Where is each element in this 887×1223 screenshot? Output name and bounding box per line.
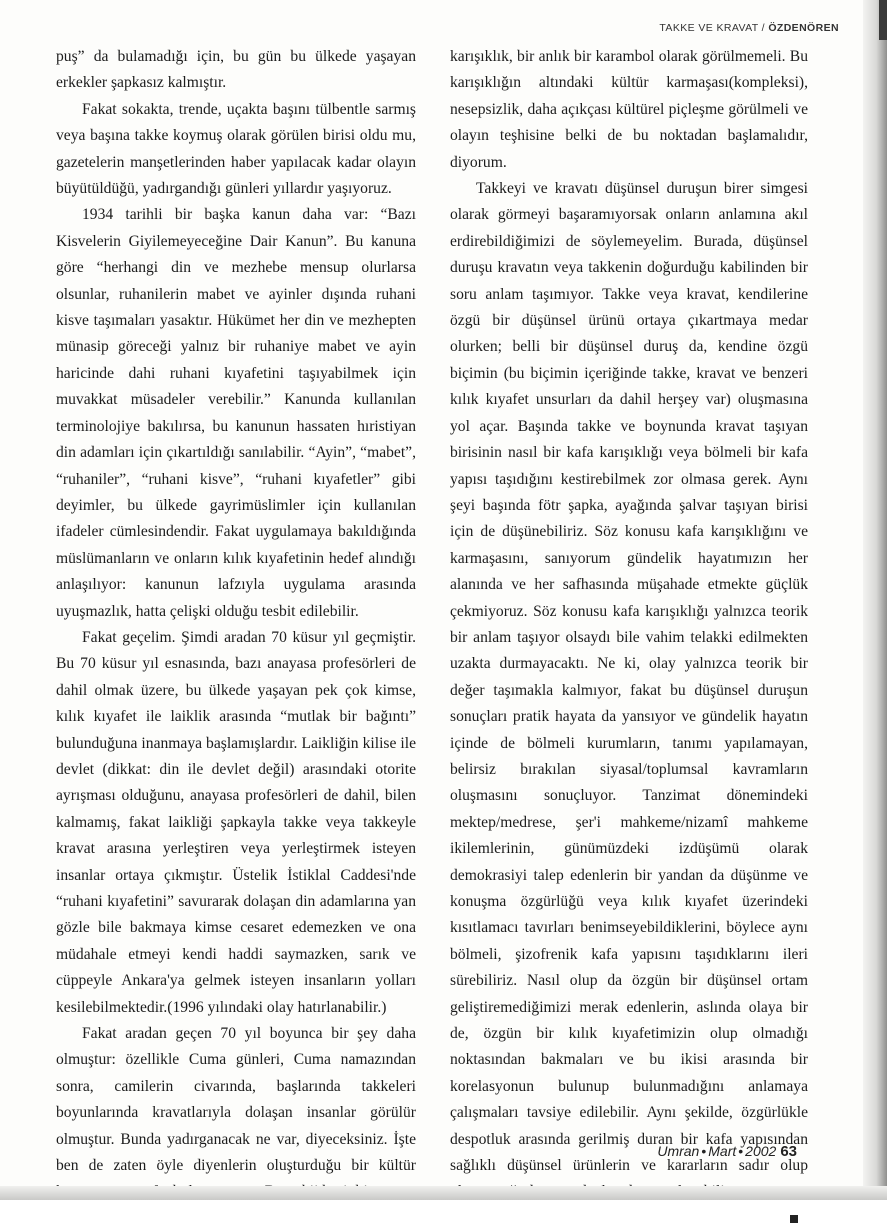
paragraph: 1934 tarihli bir başka kanun daha var: “Bazı Kisvelerin Giyilemeyeceğine Dair Kanun”. Bu kanuna göre “herhangi din ve mezhebe mensup olurlarsa olsunlar, ruhanilerin mabet ve ayinler dışında ruhani kisve taşımaları yasaktır. Hükümet her din ve mezhepten münasip göreceği yalnız bir ruhaniye mabet ve ayin haricinde dahi ruhani kıyafetini taşıyabilmek için muvakkat müsadeler verebilir.” Kanunda kullanılan terminolojiye bakılırsa, bu kanunun hassaten hıristiyan din adamları için çıkartıldığı sanılabilir. “Ayin”, “mabet”, “ruhaniler”, “ruhani kisve”, “ruhani kıyafetler” gibi deyimler, bu ülkede gayrimüslimler için kullanılan ifadeler cümlesindendir. Fakat uygulamaya bakıldığında müslümanların ve onların kılık kıyafetinin hedef alındığı anlaşılıyor: kanunun lafzıyla uygulama arasında uyuşmazlık, hatta çelişki olduğu tesbit edilebilir. <box>56 206 416 620</box>
footer-month: Mart <box>708 1143 737 1159</box>
paragraph: Fakat aradan geçen 70 yıl boyunca bir şey daha olmuştur: özellikle Cuma günleri, Cuma namazından sonra, camilerin civarında, başlarında takkeleri boyunlarında kravatlarıyla dolaşan insanlar görülür olmuştur. Bunda yadırganacak ne var, diyeceksiniz. İşte ben de zaten öyle diyenlerin oluşturduğu bir kültür <box>56 1025 416 1175</box>
paragraph: karışıklık, bir anlık bir karambol olarak görülmemeli. Bu karışıklığın altındaki kültür karmaşası(kompleksi), nesepsizlik, daha açıkçası kültürel piçleşme görülmeli ve olayın teşhisine belki de bu noktadan başlamalıdır, diyorum. <box>450 48 808 171</box>
running-head-title: TAKKE VE KRAVAT <box>659 22 759 34</box>
running-head <box>659 22 839 34</box>
running-head-author: ÖZDENÖREN <box>768 22 839 34</box>
end-of-article-mark <box>790 1215 798 1223</box>
footer-dot: • <box>701 1143 707 1159</box>
footer-magazine: Umran <box>657 1143 700 1159</box>
running-head-separator: / <box>758 22 769 34</box>
paragraph: Fakat geçelim. Şimdi aradan 70 küsur yıl geçmiştir. Bu 70 küsur yıl esnasında, bazı anayasa profesörleri de dahil olmak üzere, bu ülkede yaşayan pek çok kimse, kılık kıyafet ile laiklik arasında “mutlak bir bağıntı” bulunduğuna inanmaya başlamışlardır. Laikliğin kilise ile devlet (dikkat: din ile devlet değil) arasındaki otorite ayrışması olduğunu, anayasa profesörleri de dahil, bilen kalmamış, fakat laikliği şapkayla takke veya takkeyle kravat arasına yerleştiren veya yerleştirmek isteyen insanlar ortaya çıkmıştır. Üstelik İstiklal Caddesi'nde “ruhani kıyafetini” savurarak dolaşan din adamlarına yan gözle bile bakmaya kimse cesaret edemezken ve ona müdahale etmeyi kendi haddi saymazken, sarık ve cüppeyle Ankara'ya gelmek isteyen insanların yolları kesilebilmektedir.(1996 yılındaki olay hatırlanabilir.) <box>56 628 416 1016</box>
left-column <box>56 44 416 1206</box>
page-edge-shadow <box>863 0 887 1200</box>
paragraph: Takkeyi ve kravatı düşünsel duruşun birer simgesi olarak görmeyi başaramıyorsak onların anlamına akıl erdirebildiğimizi de söylemeyelim. Burada, düşünsel duruşu kravatın veya takkenin doğurduğu kabilinden bir soru anlam taşımıyor. Takke veya kravat, kendilerine özgü bir düşünsel ürünü ortaya çıkartmaya medar olurken; belli bir düşünsel duruş da, kendine özgü biçimin (bu biçimin içeriğinde takke, kravat ve benzeri kılık kıyafet unsurları da dahil herşey var) oluşmasına yol açar. Başında takke ve boynunda kravat taşıyan birisinin nasıl bir kafa karışıklığı veya bölmeli bir kafa yapısı taşıdığını kestirebilmek zor olmasa gerek. Aynı şeyi başında fötr şapka, ayağında şalvar taşıyan birisi için de düşünebiliriz. Söz konusu kafa karışıklığını ve karmaşasını, sanıyorum gündelik hayatımızın her alanında ve her safhasında müşahade etmekte güçlük çekmiyoruz. Söz konusu kafa karışıklığı yalnızca teorik bir anlam taşıyor olsaydı bile vahim telakki edilmekten uzakta durmayacaktı. Ne ki, olay yalnızca teorik bir değer taşımakla kalmıyor, fakat bu düşünsel duruşun sonuçları pratik hayata da yansıyor ve gündelik hayatın içinde de bölmeli kurumların, tanımı yapılamayan, belirsiz bırakılan siyasal/toplumsal kavramların oluşmasını sonuçluyor. Tanzimat dönemindeki mektep/medrese, şer'i mahkeme/nizamî mahkeme ikilemlerinin, günümüzdeki izdüşümü olarak demokrasiyi talep edenlerin bir yandan da düşünme ve konuşma özgürlüğü veya kılık kıyafet üzerindeki kısıtlamacı tavırları benimseyebildiklerini, böylece aynı bölmeli, şizofrenik kafa yapısını taşıdıklarını ileri sürebiliriz. Nasıl olup da özgün bir düşünsel ortam geliştiremediğimizi merak edenlerin, aslında olaya bir de, özgün bir kılık kıyafetimizin olup olmadığı noktasından bakmaları ve bu ikisi arasında bir korelasyonun bulunup bulunmadığını anlamaya çalışmaları tavsiye edilebilir. Aynı şekilde, özgürlükle despotluk arasında gerilmiş duran bir kafa yapısından sağlıklı düşünsel ürünlerin ve kararların sadır olup <box>450 180 808 1175</box>
footer-dot: • <box>738 1143 744 1159</box>
paragraph: Fakat sokakta, trende, uçakta başını tülbentle sarmış veya başına takke koymuş olarak görülen birisi oldu mu, gazetelerin manşetlerinden haber yapılacak kadar olayın büyütüldüğü, yadırgandığı günleri yıllardır yaşıyoruz. <box>56 100 416 198</box>
paragraph: puş” da bulamadığı için, bu gün bu ülkede yaşayan erkekler şapkasız kalmıştır. <box>56 48 416 92</box>
page-number: 63 <box>780 1143 797 1160</box>
page-footer <box>657 1143 797 1160</box>
footer-year: 2002 <box>745 1143 777 1159</box>
page-bottom-edge <box>0 1186 887 1200</box>
right-column <box>450 44 808 1223</box>
